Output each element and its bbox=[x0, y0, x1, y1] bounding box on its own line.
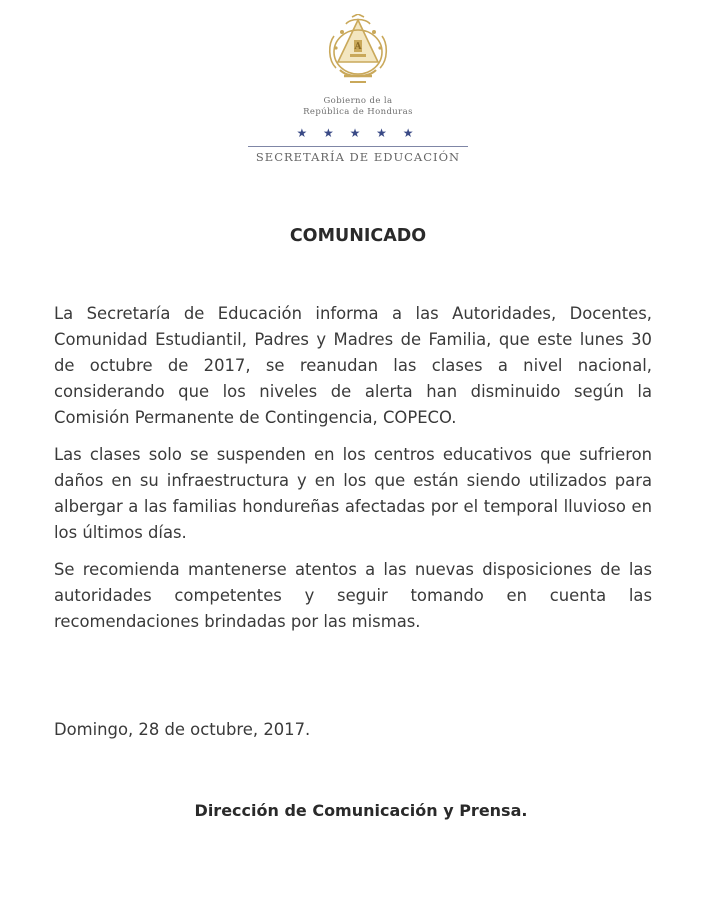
five-stars-icon: ★ ★ ★ ★ ★ bbox=[296, 126, 420, 140]
signature: Dirección de Comunicación y Prensa. bbox=[194, 801, 528, 820]
letterhead-divider bbox=[248, 146, 468, 147]
ministry-name: SECRETARÍA DE EDUCACIÓN bbox=[255, 150, 461, 164]
paragraph-suspensions: Las clases solo se suspenden en los centros educativos que sufrieron daños en su infraestructura y en los que están siendo utilizados para albergar a las familias hondureñas afectadas por el temporal lluvioso en los últimos días. bbox=[54, 445, 652, 542]
paragraph-reopening: La Secretaría de Educación informa a las Autoridades, Docentes, Comunidad Estudiantil, Padres y Madres de Familia, que este lunes 30 de octubre de 2017, se reanudan las clases a nivel nacional, considerando que los niveles de alerta han disminuido según la Comisión Permanente de Contingencia, COPECO. bbox=[54, 304, 652, 427]
date-line: Domingo, 28 de octubre, 2017. bbox=[54, 720, 311, 739]
svg-text:A: A bbox=[354, 42, 362, 52]
document-title: COMUNICADO bbox=[289, 226, 427, 246]
document-body bbox=[54, 301, 652, 646]
government-name-line-1: Gobierno de la bbox=[323, 96, 393, 106]
paragraph-recommendation: Se recomienda mantenerse atentos a las nuevas disposiciones de las autoridades competentes y seguir tomando en cuenta las recomendaciones brindadas por las mismas. bbox=[54, 560, 652, 631]
letterhead bbox=[0, 14, 716, 164]
government-name-line-2: República de Honduras bbox=[303, 107, 413, 117]
honduras-coat-of-arms-icon bbox=[322, 14, 394, 92]
